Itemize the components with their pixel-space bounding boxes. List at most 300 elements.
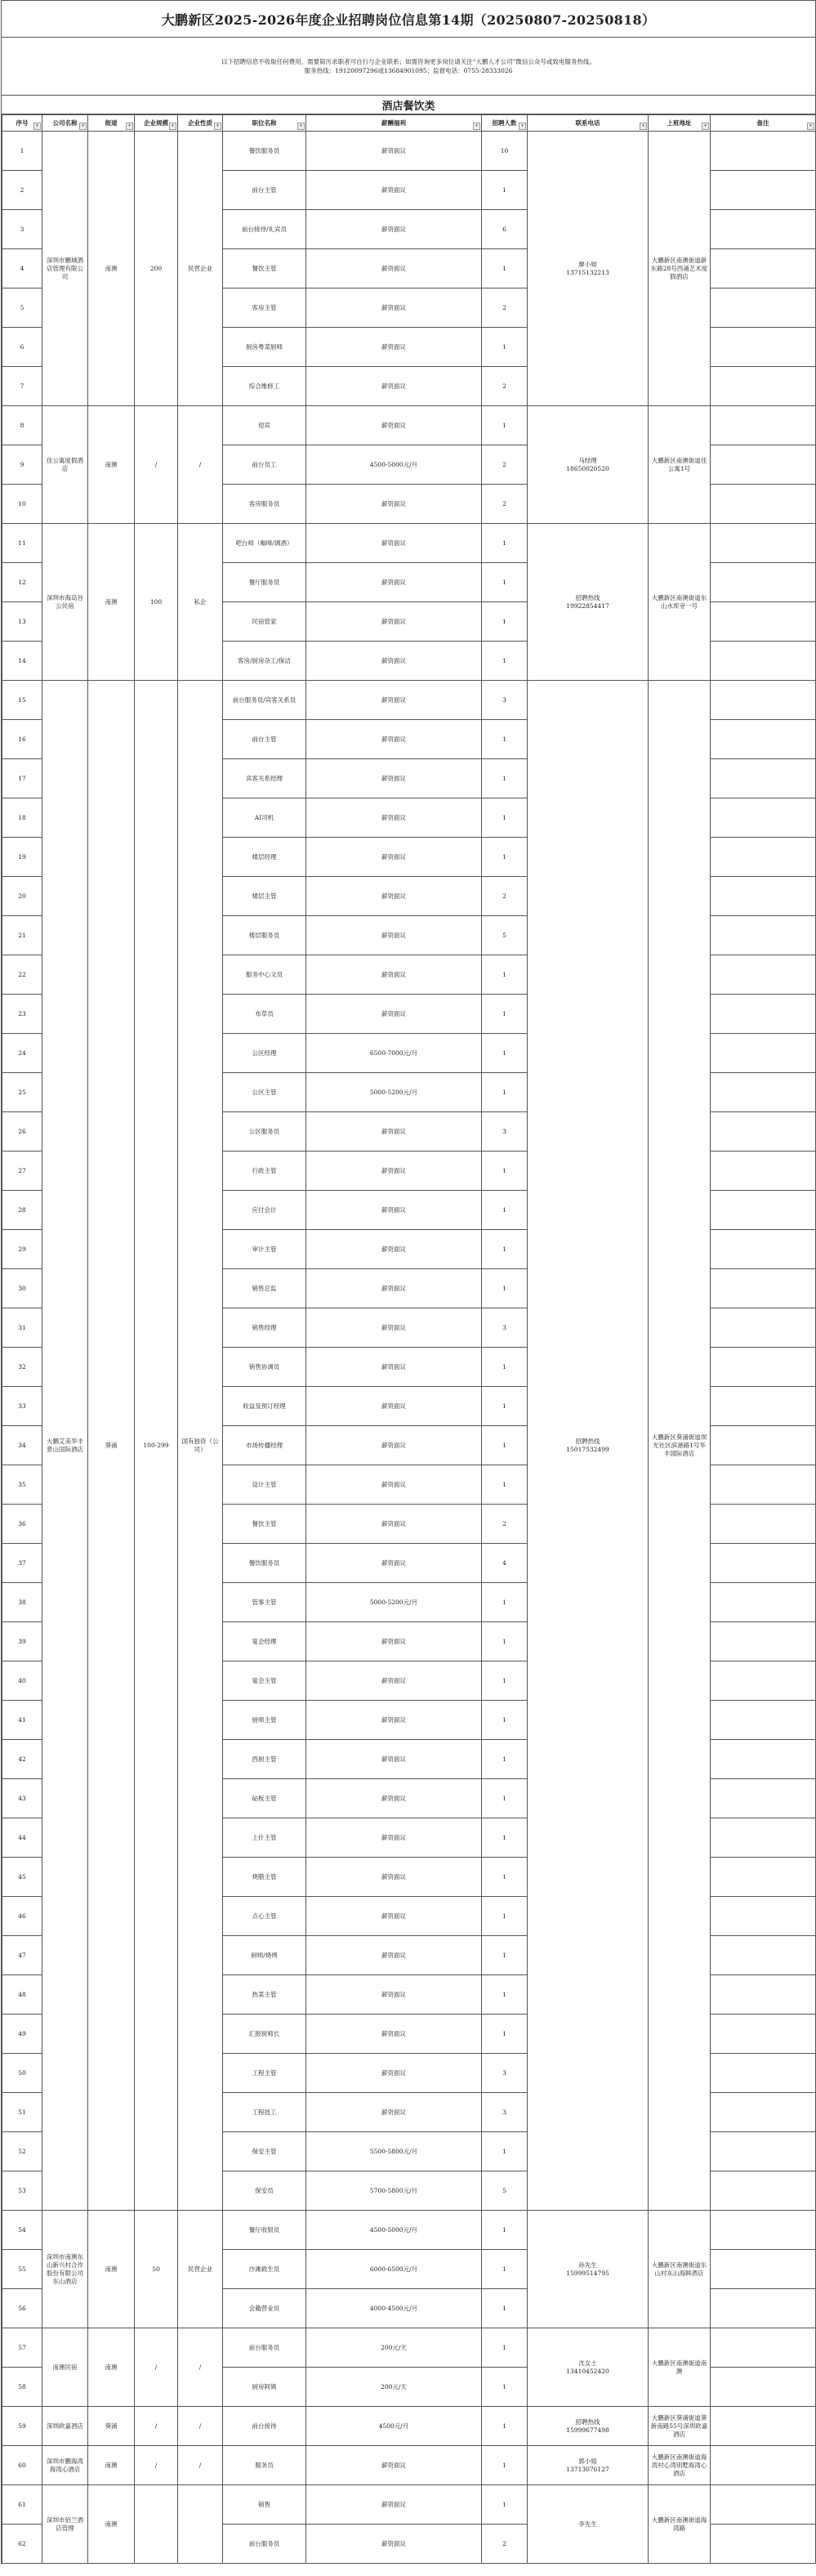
contact: 李先生 bbox=[528, 2485, 649, 2564]
remark bbox=[711, 249, 816, 288]
company-nature: 民营企业 bbox=[178, 2211, 223, 2328]
col-contact-header bbox=[528, 115, 649, 132]
row-number: 57 bbox=[2, 2328, 42, 2368]
headcount: 1 bbox=[482, 1387, 528, 1426]
work-address: 大鹏新区南澳街道东山村东山海鲜酒店 bbox=[649, 2211, 711, 2328]
position-name: 市场传播经理 bbox=[223, 1426, 306, 1465]
filter-dropdown-icon[interactable]: ▾ bbox=[297, 123, 305, 130]
company-nature: / bbox=[178, 2446, 223, 2485]
remark bbox=[711, 132, 816, 171]
position-name: 餐饮服务员 bbox=[223, 1544, 306, 1583]
remark bbox=[711, 2054, 816, 2093]
headcount: 1 bbox=[482, 171, 528, 210]
row-number: 37 bbox=[2, 1544, 42, 1583]
company-name: 深圳市南澳东山新兴村合作股份有限公司东山酒店 bbox=[42, 2211, 88, 2328]
remark bbox=[711, 642, 816, 681]
position-name: 楼层服务员 bbox=[223, 916, 306, 955]
remark bbox=[711, 602, 816, 642]
position-name: 厨房阿姨 bbox=[223, 2368, 306, 2407]
company-scale: / bbox=[135, 2407, 178, 2446]
row-number: 21 bbox=[2, 916, 42, 955]
remark bbox=[711, 2368, 816, 2407]
headcount: 1 bbox=[482, 995, 528, 1034]
position-name: 楼层经理 bbox=[223, 838, 306, 877]
remark bbox=[711, 524, 816, 563]
remark bbox=[711, 2171, 816, 2211]
col-street-header bbox=[88, 115, 135, 132]
row-number: 18 bbox=[2, 798, 42, 838]
headcount: 1 bbox=[482, 1661, 528, 1701]
work-address: 大鹏新区葵涌街道坝光社区滨港路1号华丰国际酒店 bbox=[649, 681, 711, 2211]
position-name: 餐厅收银员 bbox=[223, 2211, 306, 2250]
headcount: 1 bbox=[482, 2407, 528, 2446]
row-number: 30 bbox=[2, 1269, 42, 1308]
pay: 薪资面议 bbox=[306, 1936, 482, 1975]
row-number: 50 bbox=[2, 2054, 42, 2093]
headcount: 3 bbox=[482, 2054, 528, 2093]
position-name: 上什主管 bbox=[223, 1818, 306, 1858]
pay: 薪资面议 bbox=[306, 1975, 482, 2015]
position-name: 前台服务员/宾客关系员 bbox=[223, 681, 306, 720]
position-name: 客房主管 bbox=[223, 288, 306, 328]
remark bbox=[711, 1701, 816, 1740]
pay: 薪资面议 bbox=[306, 759, 482, 798]
street: 南澳 bbox=[88, 2485, 135, 2564]
company-name: 深圳市鹏海湾海湾心酒店 bbox=[42, 2446, 88, 2485]
position-name: 宴会经理 bbox=[223, 1622, 306, 1661]
col-nature-header bbox=[178, 115, 223, 132]
contact: 沈女士 13410452420 bbox=[528, 2328, 649, 2407]
row-number: 48 bbox=[2, 1975, 42, 2015]
row-number: 53 bbox=[2, 2171, 42, 2211]
position-name: 烧腊主管 bbox=[223, 1858, 306, 1897]
headcount: 1 bbox=[482, 2446, 528, 2485]
remark bbox=[711, 1622, 816, 1661]
position-name: 工程技工 bbox=[223, 2093, 306, 2132]
headcount: 2 bbox=[482, 485, 528, 524]
street: 南澳 bbox=[88, 524, 135, 681]
headcount: 1 bbox=[482, 2328, 528, 2368]
company-nature: 民营企业 bbox=[178, 132, 223, 406]
position-name: 吧台师（咖啡/调酒） bbox=[223, 524, 306, 563]
work-address: 大鹏新区南澳街道新东路28号西涌艺术度假酒店 bbox=[649, 132, 711, 406]
remark bbox=[711, 2525, 816, 2564]
headcount: 1 bbox=[482, 1858, 528, 1897]
remark bbox=[711, 2446, 816, 2485]
row-number: 45 bbox=[2, 1858, 42, 1897]
row-number: 6 bbox=[2, 328, 42, 367]
pay: 薪资面议 bbox=[306, 406, 482, 445]
filter-dropdown-icon[interactable]: ▾ bbox=[79, 123, 87, 130]
pay: 薪资面议 bbox=[306, 2446, 482, 2485]
street: 南澳 bbox=[88, 2446, 135, 2485]
filter-dropdown-icon[interactable]: ▾ bbox=[519, 123, 526, 130]
pay: 薪资面议 bbox=[306, 1622, 482, 1661]
remark bbox=[711, 1740, 816, 1779]
pay: 薪资面议 bbox=[306, 2015, 482, 2054]
position-name: 前台主管 bbox=[223, 171, 306, 210]
position-name: 楼层主管 bbox=[223, 877, 306, 916]
table-row bbox=[2, 406, 816, 445]
row-number: 27 bbox=[2, 1152, 42, 1191]
company-scale: / bbox=[135, 2328, 178, 2407]
headcount: 2 bbox=[482, 445, 528, 485]
remark bbox=[711, 1191, 816, 1230]
company-scale: 200 bbox=[135, 132, 178, 406]
headcount: 1 bbox=[482, 1701, 528, 1740]
pay: 4500-5000元/月 bbox=[306, 2211, 482, 2250]
pay: 薪资面议 bbox=[306, 1897, 482, 1936]
remark bbox=[711, 1308, 816, 1348]
row-number: 28 bbox=[2, 1191, 42, 1230]
row-number: 22 bbox=[2, 955, 42, 995]
headcount: 2 bbox=[482, 1505, 528, 1544]
row-number: 13 bbox=[2, 602, 42, 642]
position-name: 前台接待/礼宾员 bbox=[223, 210, 306, 249]
remark bbox=[711, 1583, 816, 1622]
position-name: 综合维修工 bbox=[223, 367, 306, 406]
pay: 薪资面议 bbox=[306, 681, 482, 720]
company-scale: 100 bbox=[135, 524, 178, 681]
filter-dropdown-icon[interactable]: ▾ bbox=[214, 123, 221, 130]
company-nature: / bbox=[178, 2407, 223, 2446]
remark bbox=[711, 955, 816, 995]
position-name: 销售协调员 bbox=[223, 1348, 306, 1387]
headcount: 1 bbox=[482, 1583, 528, 1622]
remark bbox=[711, 2015, 816, 2054]
pay: 薪资面议 bbox=[306, 485, 482, 524]
remark bbox=[711, 681, 816, 720]
row-number: 2 bbox=[2, 171, 42, 210]
headcount: 1 bbox=[482, 838, 528, 877]
headcount: 4 bbox=[482, 1544, 528, 1583]
row-number: 35 bbox=[2, 1465, 42, 1505]
header-label: 序号 bbox=[16, 119, 29, 127]
headcount: 1 bbox=[482, 1426, 528, 1465]
headcount: 3 bbox=[482, 1308, 528, 1348]
remark bbox=[711, 720, 816, 759]
row-number: 44 bbox=[2, 1818, 42, 1858]
remark bbox=[711, 1073, 816, 1112]
pay: 薪资面议 bbox=[306, 798, 482, 838]
headcount: 1 bbox=[482, 524, 528, 563]
row-number: 3 bbox=[2, 210, 42, 249]
row-number: 19 bbox=[2, 838, 42, 877]
row-number: 26 bbox=[2, 1112, 42, 1152]
contact: 招聘热线 15999677498 bbox=[528, 2407, 649, 2446]
filter-dropdown-icon[interactable]: ▾ bbox=[126, 123, 133, 130]
headcount: 6 bbox=[482, 210, 528, 249]
pay: 薪资面议 bbox=[306, 1740, 482, 1779]
filter-dropdown-icon[interactable]: ▾ bbox=[702, 123, 709, 130]
headcount: 3 bbox=[482, 1112, 528, 1152]
remark bbox=[711, 406, 816, 445]
company-scale: / bbox=[135, 406, 178, 524]
filter-dropdown-icon[interactable]: ▾ bbox=[473, 123, 480, 130]
company-name: 南澳民宿 bbox=[42, 2328, 88, 2407]
contact: 招聘热线 19922854417 bbox=[528, 524, 649, 681]
headcount: 1 bbox=[482, 563, 528, 602]
remark bbox=[711, 798, 816, 838]
position-name: 前台接待 bbox=[223, 2407, 306, 2446]
remark bbox=[711, 367, 816, 406]
remark bbox=[711, 1779, 816, 1818]
pay: 薪资面议 bbox=[306, 249, 482, 288]
remark bbox=[711, 2093, 816, 2132]
pay: 200元/天 bbox=[306, 2328, 482, 2368]
remark bbox=[711, 1034, 816, 1073]
position-name: 西厨主管 bbox=[223, 1740, 306, 1779]
col-scale-header bbox=[135, 115, 178, 132]
col-count-header bbox=[482, 115, 528, 132]
position-name: 前台主管 bbox=[223, 720, 306, 759]
row-number: 8 bbox=[2, 406, 42, 445]
header-label: 企业性质 bbox=[188, 119, 212, 127]
headcount: 1 bbox=[482, 1230, 528, 1269]
row-number: 24 bbox=[2, 1034, 42, 1073]
pay: 薪资面议 bbox=[306, 1465, 482, 1505]
headcount: 1 bbox=[482, 720, 528, 759]
position-name: 餐厅服务员 bbox=[223, 563, 306, 602]
row-number: 56 bbox=[2, 2289, 42, 2328]
headcount: 1 bbox=[482, 1779, 528, 1818]
position-name: 应付会计 bbox=[223, 1191, 306, 1230]
remark bbox=[711, 2485, 816, 2525]
remark bbox=[711, 1152, 816, 1191]
title-row bbox=[2, 0, 815, 38]
position-name: 民宿管家 bbox=[223, 602, 306, 642]
company-name: 深圳欧嘉酒店 bbox=[42, 2407, 88, 2446]
position-name: 沙滩救生员 bbox=[223, 2250, 306, 2289]
pay: 4500-5000元/月 bbox=[306, 445, 482, 485]
filter-dropdown-icon[interactable]: ▾ bbox=[640, 123, 647, 130]
row-number: 33 bbox=[2, 1387, 42, 1426]
position-name: 工程主管 bbox=[223, 2054, 306, 2093]
headcount: 1 bbox=[482, 2015, 528, 2054]
work-address: 大鹏新区南澳街道海湾路 bbox=[649, 2485, 711, 2564]
company-scale bbox=[135, 2485, 178, 2564]
pay: 6500-7000元/月 bbox=[306, 1034, 482, 1073]
pay: 薪资面议 bbox=[306, 838, 482, 877]
headcount: 1 bbox=[482, 1936, 528, 1975]
row-number: 23 bbox=[2, 995, 42, 1034]
row-number: 1 bbox=[2, 132, 42, 171]
remark bbox=[711, 1465, 816, 1505]
position-name: 公区主管 bbox=[223, 1073, 306, 1112]
position-name: 餐饮服务员 bbox=[223, 132, 306, 171]
position-name: 销售总监 bbox=[223, 1269, 306, 1308]
row-number: 39 bbox=[2, 1622, 42, 1661]
row-number: 9 bbox=[2, 445, 42, 485]
filter-dropdown-icon[interactable]: ▾ bbox=[807, 123, 814, 130]
pay: 薪资面议 bbox=[306, 720, 482, 759]
headcount: 1 bbox=[482, 1818, 528, 1858]
position-name: 设计主管 bbox=[223, 1465, 306, 1505]
header-label: 公司名称 bbox=[52, 119, 78, 127]
position-name: 客房/厨房杂工/保洁 bbox=[223, 642, 306, 681]
position-name: 前台服务员 bbox=[223, 2328, 306, 2368]
position-name: 销售 bbox=[223, 2485, 306, 2525]
pay: 5700-5800元/月 bbox=[306, 2171, 482, 2211]
row-number: 14 bbox=[2, 642, 42, 681]
table-row bbox=[2, 2328, 816, 2368]
remark bbox=[711, 1230, 816, 1269]
row-number: 42 bbox=[2, 1740, 42, 1779]
headcount: 3 bbox=[482, 681, 528, 720]
pay: 薪资面议 bbox=[306, 955, 482, 995]
headcount: 1 bbox=[482, 2289, 528, 2328]
pay: 薪资面议 bbox=[306, 1661, 482, 1701]
position-name: 餐饮主管 bbox=[223, 1505, 306, 1544]
company-name: 佳公寓度假酒店 bbox=[42, 406, 88, 524]
pay: 薪资面议 bbox=[306, 328, 482, 367]
row-number: 5 bbox=[2, 288, 42, 328]
pay: 薪资面议 bbox=[306, 132, 482, 171]
remark bbox=[711, 1544, 816, 1583]
pay: 薪资面议 bbox=[306, 1701, 482, 1740]
jobs-table bbox=[2, 114, 816, 2564]
position-name: 行政主管 bbox=[223, 1152, 306, 1191]
headcount: 1 bbox=[482, 2368, 528, 2407]
company-scale: 100-299 bbox=[135, 681, 178, 2211]
headcount: 1 bbox=[482, 1348, 528, 1387]
pay: 薪资面议 bbox=[306, 171, 482, 210]
work-address: 大鹏新区南澳街道南澳 bbox=[649, 2328, 711, 2407]
remark bbox=[711, 563, 816, 602]
remark bbox=[711, 171, 816, 210]
header-label: 街道 bbox=[105, 119, 118, 127]
street: 南澳 bbox=[88, 2211, 135, 2328]
header-label: 企业规模 bbox=[144, 119, 168, 127]
row-number: 51 bbox=[2, 2093, 42, 2132]
header-label: 联系电话 bbox=[575, 119, 600, 127]
remark bbox=[711, 1858, 816, 1897]
headcount: 5 bbox=[482, 2171, 528, 2211]
remark bbox=[711, 838, 816, 877]
pay: 薪资面议 bbox=[306, 642, 482, 681]
remark bbox=[711, 2289, 816, 2328]
contact: 招聘热线 15017532499 bbox=[528, 681, 649, 2211]
headcount: 1 bbox=[482, 955, 528, 995]
position-name: 审计主管 bbox=[223, 1230, 306, 1269]
row-number: 31 bbox=[2, 1308, 42, 1348]
pay: 薪资面议 bbox=[306, 1152, 482, 1191]
street: 南澳 bbox=[88, 132, 135, 406]
position-name: 保安主管 bbox=[223, 2132, 306, 2171]
remark bbox=[711, 759, 816, 798]
remark bbox=[711, 1348, 816, 1387]
remark bbox=[711, 1112, 816, 1152]
table-body bbox=[2, 132, 816, 2564]
street: 南澳 bbox=[88, 2328, 135, 2407]
company-name: 大鹏艾美华丰景山国际酒店 bbox=[42, 681, 88, 2211]
remark bbox=[711, 1269, 816, 1308]
row-number: 16 bbox=[2, 720, 42, 759]
headcount: 2 bbox=[482, 2525, 528, 2564]
company-nature: / bbox=[178, 406, 223, 524]
headcount: 2 bbox=[482, 877, 528, 916]
remark bbox=[711, 1975, 816, 2015]
headcount: 2 bbox=[482, 288, 528, 328]
pay: 薪资面议 bbox=[306, 288, 482, 328]
headcount: 10 bbox=[482, 132, 528, 171]
header-label: 薪酬福利 bbox=[381, 119, 406, 127]
pay: 薪资面议 bbox=[306, 995, 482, 1034]
row-number: 32 bbox=[2, 1348, 42, 1387]
table-row bbox=[2, 2211, 816, 2250]
remark bbox=[711, 1936, 816, 1975]
street: 南澳 bbox=[88, 406, 135, 524]
headcount: 1 bbox=[482, 406, 528, 445]
company-nature: / bbox=[178, 2328, 223, 2407]
position-name: 公区服务员 bbox=[223, 1112, 306, 1152]
pay: 6000-6500元/月 bbox=[306, 2250, 482, 2289]
notice bbox=[2, 38, 815, 96]
headcount: 1 bbox=[482, 249, 528, 288]
remark bbox=[711, 995, 816, 1034]
header-label: 备注 bbox=[756, 119, 769, 127]
pay: 薪资面议 bbox=[306, 367, 482, 406]
row-number: 43 bbox=[2, 1779, 42, 1818]
row-number: 15 bbox=[2, 681, 42, 720]
position-name: 厨房粤菜厨师 bbox=[223, 328, 306, 367]
pay: 薪资面议 bbox=[306, 1858, 482, 1897]
remark bbox=[711, 485, 816, 524]
position-name: 前台服务员 bbox=[223, 2525, 306, 2564]
headcount: 1 bbox=[482, 1191, 528, 1230]
pay: 薪资面议 bbox=[306, 1308, 482, 1348]
position-name: 保安员 bbox=[223, 2171, 306, 2211]
row-number: 60 bbox=[2, 2446, 42, 2485]
contact: 马经理 18650020520 bbox=[528, 406, 649, 524]
remark bbox=[711, 1426, 816, 1465]
contact: 廖小姐 13715132213 bbox=[528, 132, 649, 406]
headcount: 1 bbox=[482, 1034, 528, 1073]
pay: 薪资面议 bbox=[306, 2054, 482, 2093]
row-number: 61 bbox=[2, 2485, 42, 2525]
notice-line-1: 以下招聘信息不收取任何费用，需要简历求职者可自行与企业联系；如需咨询更多岗位请关注“大鹏人才公司”微信公众号或致电服务热线。 bbox=[221, 58, 595, 65]
table-row bbox=[2, 681, 816, 720]
filter-dropdown-icon[interactable]: ▾ bbox=[33, 123, 41, 130]
row-number: 52 bbox=[2, 2132, 42, 2171]
row-number: 41 bbox=[2, 1701, 42, 1740]
headcount: 1 bbox=[482, 1740, 528, 1779]
pay: 4000-4500元/月 bbox=[306, 2289, 482, 2328]
page-title: 大鹏新区2025-2026年度企业招聘岗位信息第14期（20250807-20250818） bbox=[161, 11, 656, 28]
row-number: 7 bbox=[2, 367, 42, 406]
row-number: 11 bbox=[2, 524, 42, 563]
pay: 薪资面议 bbox=[306, 602, 482, 642]
row-number: 62 bbox=[2, 2525, 42, 2564]
row-number: 36 bbox=[2, 1505, 42, 1544]
job-sheet bbox=[1, 0, 816, 2564]
pay: 薪资面议 bbox=[306, 916, 482, 955]
row-number: 25 bbox=[2, 1073, 42, 1112]
filter-dropdown-icon[interactable]: ▾ bbox=[169, 123, 176, 130]
headcount: 1 bbox=[482, 602, 528, 642]
remark bbox=[711, 288, 816, 328]
row-number: 55 bbox=[2, 2250, 42, 2289]
notice-line-2: 服务热线：19120097296或13684901095；监督电话：0755-28333026 bbox=[304, 67, 513, 74]
row-number: 59 bbox=[2, 2407, 42, 2446]
position-name: 热菜主管 bbox=[223, 1975, 306, 2015]
pay: 薪资面议 bbox=[306, 2485, 482, 2525]
pay: 200元/天 bbox=[306, 2368, 482, 2407]
pay: 薪资面议 bbox=[306, 1426, 482, 1465]
remark bbox=[711, 877, 816, 916]
pay: 4500元/月 bbox=[306, 2407, 482, 2446]
pay: 薪资面议 bbox=[306, 2525, 482, 2564]
